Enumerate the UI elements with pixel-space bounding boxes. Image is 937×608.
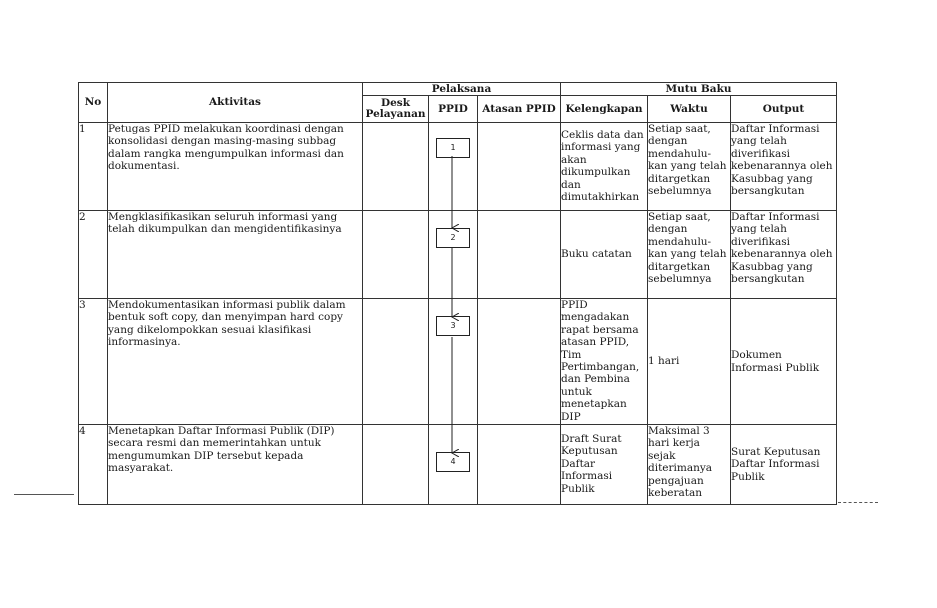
row-number: 4 [79,425,108,505]
row-aktivitas: Mengklasifikasikan seluruh informasi yang telah dikumpulkan dan mengidentifikasinya [108,211,363,299]
row-waktu: Maksimal 3 hari kerja sejak diterimanya pengajuan keberatan [648,425,731,505]
header-ppid: PPID [429,96,478,123]
row-output: Surat Keputusan Daftar Informasi Publik [731,425,837,505]
desk-pelayanan-cell [363,123,429,211]
desk-pelayanan-cell [363,211,429,299]
flow-step-box: 3 [436,316,470,336]
header-mutu-baku: Mutu Baku [561,83,837,96]
atasan-ppid-cell [478,123,561,211]
header-output: Output [731,96,837,123]
table-row [79,123,837,211]
table-row [79,299,837,425]
header-kelengkapan: Kelengkapan [561,96,648,123]
atasan-ppid-cell [478,211,561,299]
header-pelaksana: Pelaksana [363,83,561,96]
atasan-ppid-cell [478,299,561,425]
scan-dash-right [838,502,878,503]
flow-step-box: 4 [436,452,470,472]
row-waktu: Setiap saat, dengan mendahulu-kan yang telah ditargetkan sebelumnya [648,123,731,211]
table-row [79,425,837,505]
flow-step-box: 2 [436,228,470,248]
row-waktu: 1 hari [648,299,731,425]
row-aktivitas: Mendokumentasikan informasi publik dalam bentuk soft copy, dan menyimpan hard copy yang dikelompokkan sesuai klasifikasi informasinya. [108,299,363,425]
row-number: 2 [79,211,108,299]
ppid-cell [429,299,478,425]
ppid-cell [429,123,478,211]
ppid-cell [429,211,478,299]
row-kelengkapan: Draft Surat Keputusan Daftar Informasi Publik [561,425,648,505]
row-kelengkapan: Ceklis data dan informasi yang akan dikumpulkan dan dimutakhirkan [561,123,648,211]
row-aktivitas: Petugas PPID melakukan koordinasi dengan konsolidasi dengan masing-masing subbag dalam rangka mengumpulkan informasi dan dokumentasi. [108,123,363,211]
desk-pelayanan-cell [363,299,429,425]
header-aktivitas: Aktivitas [108,83,363,123]
sop-table [78,82,837,505]
row-output: Dokumen Informasi Publik [731,299,837,425]
flow-step-box: 1 [436,138,470,158]
header-desk-pelayanan: Desk Pelayanan [363,96,429,123]
row-aktivitas: Menetapkan Daftar Informasi Publik (DIP) secara resmi dan memerintahkan untuk mengumumkan DIP tersebut kepada masyarakat. [108,425,363,505]
atasan-ppid-cell [478,425,561,505]
scan-dash-left [14,494,74,495]
row-number: 1 [79,123,108,211]
row-waktu: Setiap saat, dengan mendahulu-kan yang telah ditargetkan sebelumnya [648,211,731,299]
row-kelengkapan: PPID mengadakan rapat bersama atasan PPID, Tim Pertimbangan, dan Pembina untuk menetapkan DIP [561,299,648,425]
row-output: Daftar Informasi yang telah diverifikasi kebenarannya oleh Kasubbag yang bersangkutan [731,211,837,299]
table-row [79,211,837,299]
row-output: Daftar Informasi yang telah diverifikasi kebenarannya oleh Kasubbag yang bersangkutan [731,123,837,211]
ppid-cell [429,425,478,505]
header-waktu: Waktu [648,96,731,123]
row-kelengkapan: Buku catatan [561,211,648,299]
row-number: 3 [79,299,108,425]
desk-pelayanan-cell [363,425,429,505]
header-no: No [79,83,108,123]
header-atasan-ppid: Atasan PPID [478,96,561,123]
